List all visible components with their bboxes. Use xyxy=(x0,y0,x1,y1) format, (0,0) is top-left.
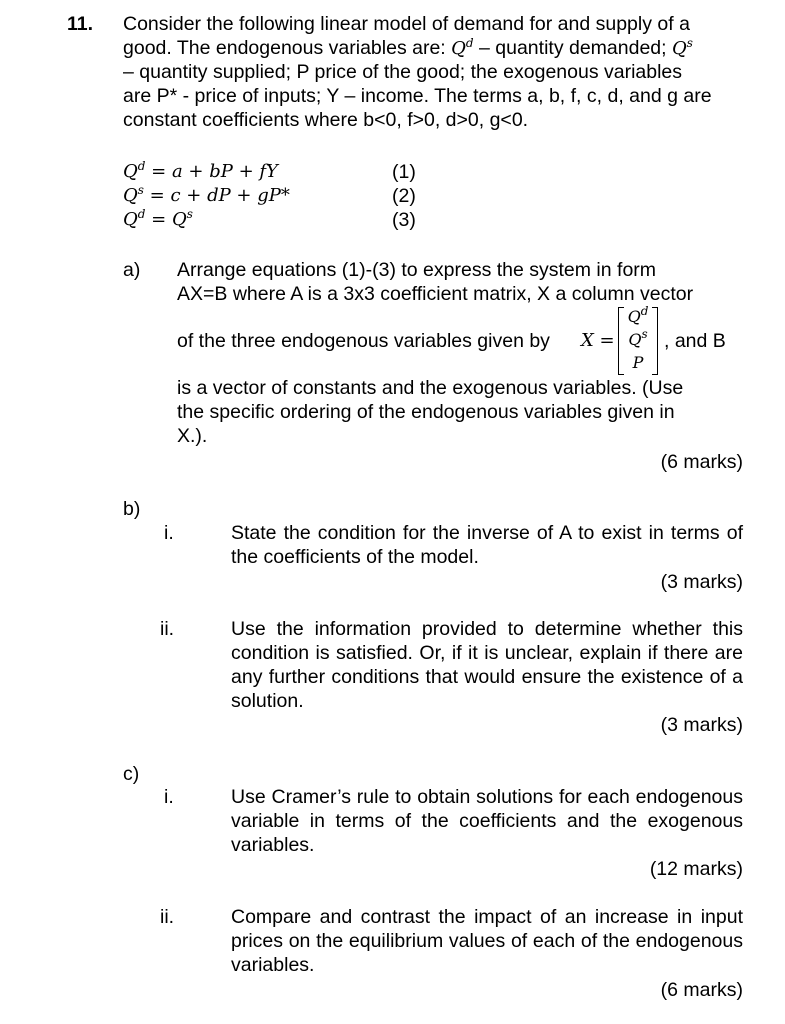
intro-line-2 xyxy=(123,36,693,61)
part-b-i-marks: (3 marks) xyxy=(660,571,743,593)
equation-2: $Q^s = c$ + dP + gP* xyxy=(123,183,290,206)
qd-symbol: $Q^d$ xyxy=(451,36,474,59)
equation-1-label: (1) xyxy=(392,161,416,183)
part-c-i-numeral: i. xyxy=(164,786,174,808)
part-a-line-3-tail: , and B xyxy=(664,330,726,352)
part-a-line-3: of the three endogenous variables given by xyxy=(177,330,550,352)
equation-1: $Q^d = a$ + bP + fY xyxy=(123,159,278,182)
right-bracket xyxy=(652,307,658,375)
part-b-i-text: State the condition for the inverse of A to exist in terms of the coefficients of the model. xyxy=(231,522,743,568)
part-c-i-text: Use Cramer’s rule to obtain solutions for each endogenous variable in terms of the coefficients and the exogenous variables. xyxy=(231,786,743,856)
x-column-vector xyxy=(618,304,658,375)
vector-entry-qs: $Q^s$ xyxy=(628,327,648,349)
part-b-i-numeral: i. xyxy=(164,522,174,544)
part-c-label: c) xyxy=(123,763,140,785)
part-c-ii-numeral: ii. xyxy=(160,906,175,928)
part-a-label: a) xyxy=(123,259,141,281)
vector-entry-p: P xyxy=(632,353,644,372)
part-a-marks: (6 marks) xyxy=(660,451,743,473)
intro-line-3: – quantity supplied; P price of the good; the exogenous variables xyxy=(123,61,683,83)
intro-line-5: constant coefficients where b<0, f>0, d>0, g<0. xyxy=(123,109,529,131)
part-a-line-6: X.). xyxy=(177,425,208,447)
intro-line-2-tail: – quantity demanded; xyxy=(473,37,672,59)
part-a-line-1: Arrange equations (1)-(3) to express the system in form xyxy=(177,259,657,281)
part-c-ii-marks: (6 marks) xyxy=(660,979,743,1001)
intro-line-2-text: good. The endogenous variables are: xyxy=(123,37,452,59)
part-a-line-4: is a vector of constants and the exogenous variables. (Use xyxy=(177,377,684,399)
intro-line-4: are P* - price of inputs; Y – income. The terms a, b, f, c, d, and g are xyxy=(123,85,712,107)
part-b-label: b) xyxy=(123,498,141,520)
part-b-ii-text: Use the information provided to determine whether this condition is satisfied. Or, if it is unclear, explain if there are any further conditions that would ensure the existence of a solution. xyxy=(231,618,743,712)
x-equals: X = xyxy=(581,330,615,351)
part-c-i-marks: (12 marks) xyxy=(649,858,743,880)
vector-entry-qd: $Q^d$ xyxy=(627,304,649,326)
equation-3-label: (3) xyxy=(392,209,416,231)
part-b-ii-marks: (3 marks) xyxy=(660,714,743,736)
part-a-line-2: AX=B where A is a 3x3 coefficient matrix, X a column vector xyxy=(177,283,694,305)
equation-3: $Q^d = Q^s$ xyxy=(123,207,193,230)
part-c-ii-text: Compare and contrast the impact of an increase in input prices on the equilibrium values of each of the endogenous variables. xyxy=(231,906,743,976)
equation-2-label: (2) xyxy=(392,185,416,207)
question-number: 11. xyxy=(67,13,94,35)
intro-line-1: Consider the following linear model of demand for and supply of a xyxy=(123,13,690,35)
part-b-ii-numeral: ii. xyxy=(160,618,175,640)
qs-symbol: $Q^s$ xyxy=(671,36,693,59)
part-a-line-5: the specific ordering of the endogenous variables given in xyxy=(177,401,675,423)
